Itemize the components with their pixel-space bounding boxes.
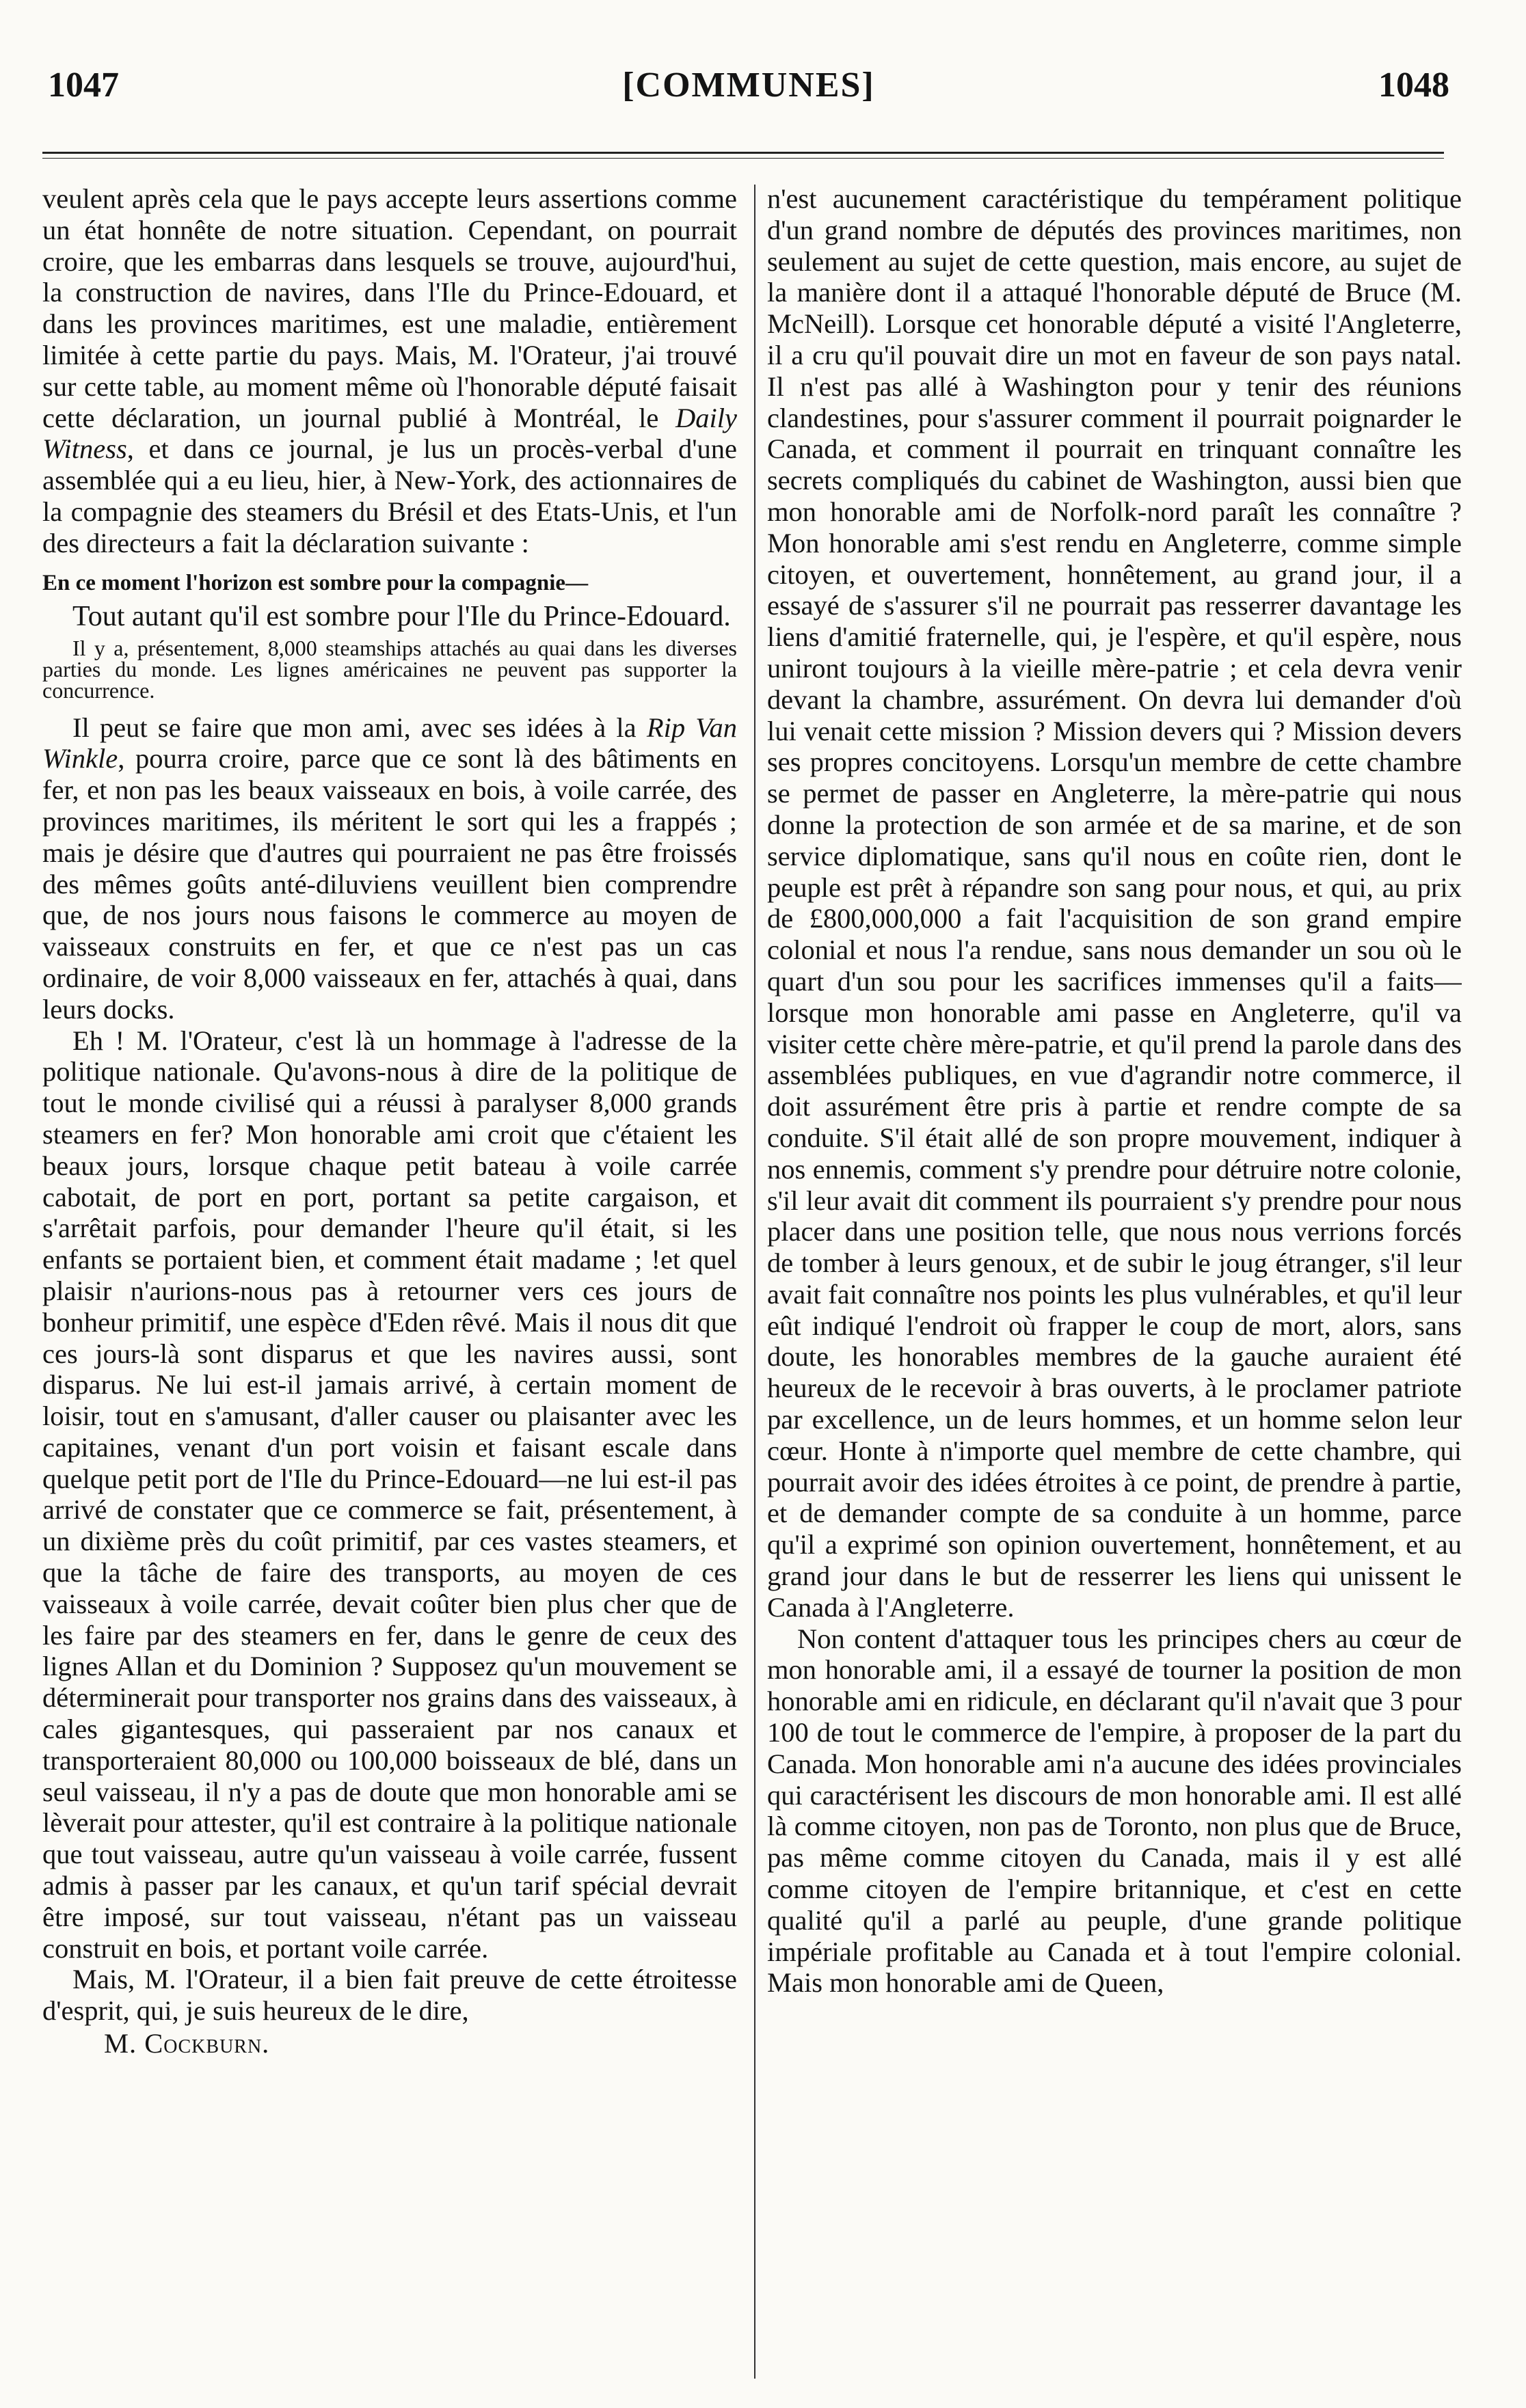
text-run: veulent après cela que le pays accepte leurs assertions comme un état honnête de notre situation. Cependant, on pourrait croire, que les embarras dans lesquels se trouve, aujourd'hui, la construction de navires, dans l'Ile du Prince-Edouard, et dans les provinces maritimes, est une maladie, entièrement limitée à cette partie du pays. Mais, M. l'Orateur, j'ai trouvé sur cette table, au moment même où l'honorable député faisait cette déclaration, un journal publié à Montréal, le bbox=[42, 183, 737, 433]
paragraph bbox=[42, 712, 737, 1025]
header-rule-thick bbox=[42, 152, 1444, 154]
newspaper-title: Daily Witness bbox=[42, 402, 737, 465]
text-run: Il peut se faire que mon ami, avec ses idées à la bbox=[72, 712, 647, 743]
right-column bbox=[767, 183, 1462, 2381]
column-divider bbox=[754, 185, 755, 2379]
quotation: Il y a, présentement, 8,000 steamships attachés au quai dans les diverses parties du monde. Les lignes américaines ne peuvent pas supporter la concurrence. bbox=[42, 635, 737, 703]
quotation: En ce moment l'horizon est sombre pour la compagnie— bbox=[42, 570, 589, 595]
page-number-left: 1047 bbox=[48, 66, 119, 105]
text-run: , pourra croire, parce que ce sont là des bâtiments en fer, et non pas les beaux vaisseaux en bois, à voile carrée, des provinces maritimes, ils méritent le sort qui les a frappés ; mais je désire que d'autres qui pourraient ne pas être froissés des mêmes goûts anté-diluviens veuillent bien comprendre que, de nos jours nous faisons le commerce au moyen de vaisseaux construits en fer, et que ce n'est pas un cas ordinaire, de voir 8,000 vaisseaux en fer, attachés à quai, dans leurs docks. bbox=[42, 743, 737, 1025]
text-run: , et dans ce journal, je lus un procès-verbal d'une assemblée qui a eu lieu, hier, à New-York, des actionnaires de la compagnie des steamers du Brésil et des Etats-Unis, et l'un des directeurs a fait la déclaration suivante : bbox=[42, 433, 737, 558]
interjection: Tout autant qu'il est sombre pour l'Ile du Prince-Edouard. bbox=[72, 600, 731, 632]
speaker-signature: M. Cockburn. bbox=[104, 2028, 270, 2059]
paragraph: Eh ! M. l'Orateur, c'est là un hommage à l'adresse de la politique nationale. Qu'avons-nous à dire de la politique de tout le monde civilisé qui a réussi à paralyser 8,000 grands steamers en fer? Mon honorable ami croit que c'étaient les beaux jours, lorsque chaque petit bateau à voile carrée cabotait, de port en port, portant sa petite cargaison, et s'arrêtait parfois, pour demander l'heure qu'il était, si les enfants se portaient bien, et comment était madame ; !et quel plaisir n'aurions-nous pas à retourner vers ces jours de bonheur primitif, une espèce d'Eden rêvé. Mais il nous dit que ces jours-là sont disparus et que les navires aussi, sont disparus. Ne lui est-il jamais arrivé, à certain moment de loisir, tout en s'amusant, d'aller causer ou plaisanter avec les capitaines, venant d'un port voisin et faisant escale dans quelque petit port de l'Ile du Prince-Edouard—ne lui est-il pas arrivé de constater que ce commerce se fait, présentement, à un dixième près du coût primitif, par ces vastes steamers, et que la tâche de faire des transports, au moyen de ces vaisseaux à voile carrée, devait coûter bien plus cher que de les faire par des steamers en fer, dans le genre de ceux des lignes Allan et du Dominion ? Supposez qu'un mouvement se déterminerait pour transporter nos grains dans des vaisseaux, à cales gigantesques, qui passeraient par nos canaux et transporteraient 80,000 ou 100,000 boisseaux de blé, dans un seul vaisseau, il n'y a pas de doute que mon honorable ami se lèverait pour attester, qu'il est contraire à la politique nationale que tout vaisseau, autre qu'un vaisseau à voile carrée, fussent admis à passer par les canaux, et qu'un tarif spécial devrait être imposé, sur tout vaisseau, n'étant pas un vaisseau construit en bois, et portant voile carrée. bbox=[42, 1025, 737, 1964]
header-rule-thin bbox=[42, 158, 1444, 159]
paragraph: Mais, M. l'Orateur, il a bien fait preuve de cette étroitesse d'esprit, qui, je suis heureux de le dire, bbox=[42, 1964, 737, 2027]
header-title: [COMMUNES] bbox=[622, 66, 875, 105]
italic-term: Rip Van Winkle bbox=[42, 712, 737, 774]
paragraph: n'est aucunement caractéristique du tempérament politique d'un grand nombre de députés des provinces maritimes, non seulement au sujet de cette question, mais encore, au sujet de la manière dont il a attaqué l'honorable député de Bruce (M. McNeill). Lorsque cet honorable député a visité l'Angleterre, il a cru qu'il pouvait dire un mot en faveur de son pays natal. Il n'est pas allé à Washington pour y tenir des réunions clandestines, pour s'assurer comment il pourrait poignarder le Canada, et comment il pourrait en trinquant connaître les secrets compliqués du cabinet de Washington, aussi bien que mon honorable ami de Norfolk-nord paraît les connaître ? Mon honorable ami s'est rendu en Angleterre, comme simple citoyen, et ouvertement, honnêtement, au grand jour, il a essayé de s'assurer s'il ne pourrait pas resserrer davantage les liens d'amitié fraternelle, qui, je l'espère, et qu'il espère, nous uniront toujours à la vieille mère-patrie ; et cela devra venir devant la chambre, assurément. On devra lui demander d'où lui venait cette mission ? Mission devers qui ? Mission devers ses propres concitoyens. Lorsqu'un membre de cette chambre se permet de passer en Angleterre, la mère-patrie qui nous donne la protection de son armée et de sa marine, et de son service diplomatique, sans qu'il nous en coûte rien, dont le peuple est prêt à répandre son sang pour nous, et qui, au prix de £800,000,000 a fait l'acquisition de son grand empire colonial et nous l'a rendue, sans nous demander un sou où le quart d'un sou pour les sacrifices immenses qu'il a faits—lorsque mon honorable ami passe en Angleterre, qu'il va visiter cette chère mère-patrie, et qu'il prend la parole dans des assemblées publiques, en vue d'agrandir notre commerce, il doit assurément être pris à partie et rendre compte de sa conduite. S'il était allé de son propre mouvement, indiquer à nos ennemis, comment s'y prendre pour détruire notre colonie, s'il leur avait dit comment ils pourraient s'y prendre pour nous placer dans une position telle, que nous nous verrions forcés de tomber à leurs genoux, et de subir le joug étranger, s'il leur avait fait connaître nos points les plus vulnérables, et qu'il leur eût indiqué l'endroit où frapper le coup de mort, alors, sans doute, les honorables membres de la gauche auraient été heureux de le recevoir à bras ouverts, à le proclamer patriote par excellence, un de leurs hommes, et un homme selon leur cœur. Honte à n'importe quel membre de cette chambre, qui pourrait avoir des idées étroites à ce point, de prendre à partie, et de demander compte de sa conduite à un homme, parce qu'il a exprimé son opinion ouvertement, honnêtement, et au grand jour dans le but de resserrer les liens qui unissent le Canada à l'Angleterre. bbox=[767, 183, 1462, 1623]
paragraph bbox=[42, 183, 737, 559]
left-column bbox=[42, 183, 737, 2381]
running-header bbox=[48, 62, 1449, 109]
page-number-right: 1048 bbox=[1378, 66, 1449, 105]
paragraph: Non content d'attaquer tous les principes chers au cœur de mon honorable ami, il a essayé de tourner la position de mon honorable ami en ridicule, en déclarant qu'il n'avait que 3 pour 100 de tout le commerce de l'empire, à proposer de la part du Canada. Mon honorable ami n'a aucune des idées provinciales qui caractérisent les discours de mon honorable ami. Il est allé là comme citoyen, non pas de Toronto, non plus que de Bruce, pas même comme citoyen du Canada, mais il y est allé comme citoyen de l'empire britannique, et c'est en cette qualité qu'il a parlé au peuple, d'une grande politique impériale profitable au Canada et à tout l'empire colonial. Mais mon honorable ami de Queen, bbox=[767, 1623, 1462, 1999]
